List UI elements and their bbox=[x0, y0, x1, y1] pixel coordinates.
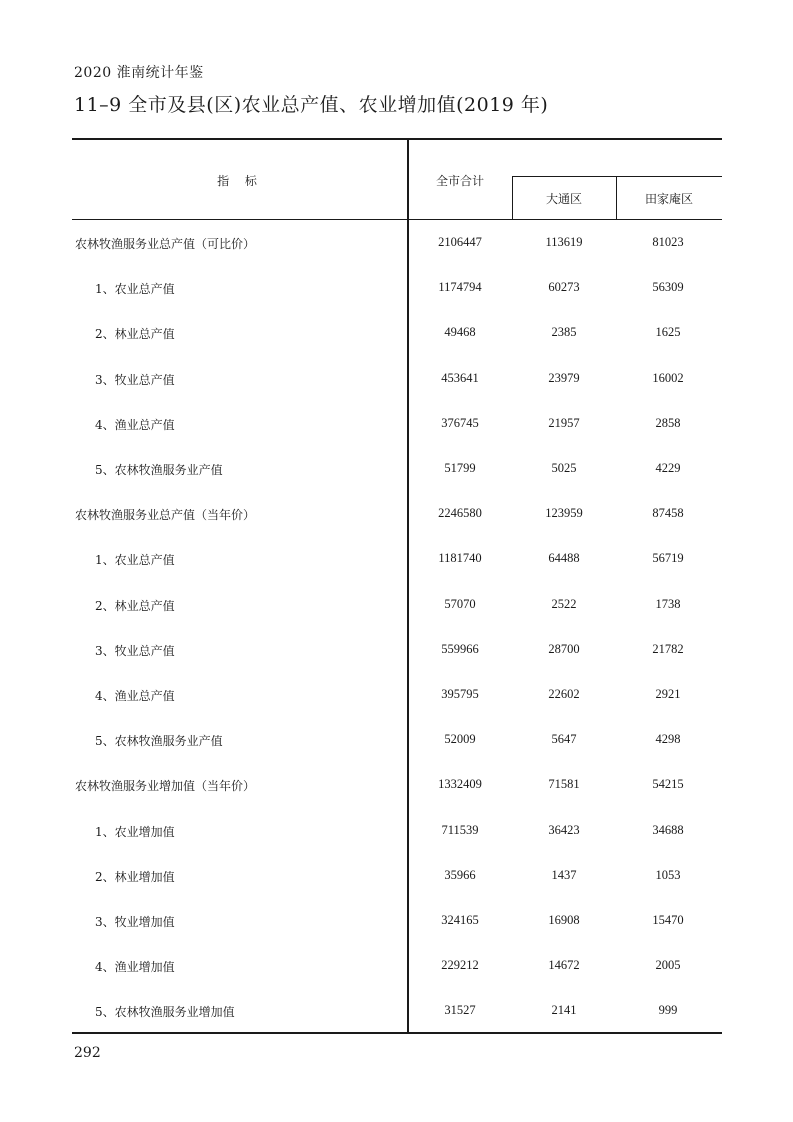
cell-tianjiaan: 81023 bbox=[652, 235, 684, 249]
table-row bbox=[72, 687, 722, 707]
table-row bbox=[72, 325, 722, 345]
cell-tianjiaan: 16002 bbox=[652, 371, 684, 385]
row-label: 农林牧渔服务业增加值（当年价） bbox=[75, 779, 256, 793]
district-divider-1 bbox=[512, 176, 513, 219]
cell-tianjiaan: 4298 bbox=[655, 732, 681, 746]
cell-tianjiaan: 15470 bbox=[652, 913, 684, 927]
cell-total: 57070 bbox=[444, 597, 476, 611]
cell-total: 1181740 bbox=[438, 551, 482, 565]
cell-datong: 21957 bbox=[548, 416, 580, 430]
cell-total: 35966 bbox=[444, 868, 476, 882]
cell-tianjiaan: 999 bbox=[658, 1003, 678, 1017]
cell-total: 376745 bbox=[441, 416, 479, 430]
cell-datong: 36423 bbox=[548, 823, 580, 837]
cell-datong: 71581 bbox=[548, 777, 580, 791]
page-number: 292 bbox=[74, 1045, 101, 1061]
cell-datong: 22602 bbox=[548, 687, 580, 701]
cell-tianjiaan: 34688 bbox=[652, 823, 684, 837]
table-row bbox=[72, 461, 722, 481]
cell-tianjiaan: 2858 bbox=[655, 416, 681, 430]
table-row bbox=[72, 823, 722, 843]
cell-datong: 5647 bbox=[551, 732, 577, 746]
cell-total: 324165 bbox=[441, 913, 479, 927]
table-row bbox=[72, 913, 722, 933]
cell-tianjiaan: 1053 bbox=[655, 868, 681, 882]
cell-tianjiaan: 56719 bbox=[652, 551, 684, 565]
cell-total: 229212 bbox=[441, 958, 479, 972]
table-row bbox=[72, 732, 722, 752]
row-label: 3、牧业总产值 bbox=[95, 373, 175, 387]
table-row bbox=[72, 416, 722, 436]
table-bottom-rule bbox=[72, 1032, 722, 1034]
cell-total: 51799 bbox=[444, 461, 476, 475]
row-label: 3、牧业总产值 bbox=[95, 644, 175, 658]
cell-datong: 64488 bbox=[548, 551, 580, 565]
table-title: 11–9 全市及县(区)农业总产值、农业增加值(2019 年) bbox=[74, 94, 549, 116]
cell-total: 1174794 bbox=[438, 280, 482, 294]
cell-datong: 5025 bbox=[551, 461, 577, 475]
row-label: 5、农林牧渔服务业产值 bbox=[95, 463, 223, 477]
cell-tianjiaan: 1625 bbox=[655, 325, 681, 339]
table-row bbox=[72, 958, 722, 978]
row-label: 4、渔业增加值 bbox=[95, 960, 175, 974]
cell-total: 2106447 bbox=[438, 235, 482, 249]
district-divider-2 bbox=[616, 176, 617, 219]
table-row bbox=[72, 551, 722, 571]
row-label: 3、牧业增加值 bbox=[95, 915, 175, 929]
cell-total: 49468 bbox=[444, 325, 476, 339]
table-row bbox=[72, 1003, 722, 1023]
row-label: 2、林业总产值 bbox=[95, 327, 175, 341]
cell-tianjiaan: 4229 bbox=[655, 461, 681, 475]
cell-datong: 16908 bbox=[548, 913, 580, 927]
cell-datong: 2522 bbox=[551, 597, 577, 611]
cell-total: 559966 bbox=[441, 642, 479, 656]
subheader-line bbox=[512, 176, 722, 177]
cell-tianjiaan: 1738 bbox=[655, 597, 681, 611]
cell-total: 52009 bbox=[444, 732, 476, 746]
cell-datong: 2141 bbox=[551, 1003, 577, 1017]
table-row bbox=[72, 868, 722, 888]
column-header-tianjiaan: 田家庵区 bbox=[644, 192, 693, 206]
yearbook-header: 2020 淮南统计年鉴 bbox=[74, 65, 204, 81]
table-top-rule bbox=[72, 138, 722, 140]
cell-total: 1332409 bbox=[438, 777, 482, 791]
cell-tianjiaan: 87458 bbox=[652, 506, 684, 520]
cell-datong: 14672 bbox=[548, 958, 580, 972]
cell-datong: 60273 bbox=[548, 280, 580, 294]
row-label: 4、渔业总产值 bbox=[95, 689, 175, 703]
row-label: 2、林业总产值 bbox=[95, 599, 175, 613]
table-row bbox=[72, 597, 722, 617]
column-header-datong: 大通区 bbox=[545, 192, 582, 206]
cell-total: 395795 bbox=[441, 687, 479, 701]
cell-total: 711539 bbox=[441, 823, 479, 837]
cell-datong: 1437 bbox=[551, 868, 577, 882]
table-row bbox=[72, 506, 722, 526]
row-label: 1、农业增加值 bbox=[95, 825, 175, 839]
row-label: 2、林业增加值 bbox=[95, 870, 175, 884]
table-row bbox=[72, 280, 722, 300]
cell-total: 453641 bbox=[441, 371, 479, 385]
column-header-indicator: 指 标 bbox=[217, 174, 263, 188]
cell-datong: 113619 bbox=[545, 235, 583, 249]
table-row bbox=[72, 642, 722, 662]
cell-datong: 23979 bbox=[548, 371, 580, 385]
cell-tianjiaan: 2005 bbox=[655, 958, 681, 972]
stub-divider bbox=[407, 139, 409, 1033]
table-row bbox=[72, 235, 722, 255]
cell-total: 31527 bbox=[444, 1003, 476, 1017]
cell-tianjiaan: 21782 bbox=[652, 642, 684, 656]
header-bottom-rule bbox=[72, 219, 722, 220]
column-header-total: 全市合计 bbox=[435, 174, 484, 188]
table-row bbox=[72, 777, 722, 797]
cell-datong: 2385 bbox=[551, 325, 577, 339]
cell-total: 2246580 bbox=[438, 506, 482, 520]
row-label: 5、农林牧渔服务业增加值 bbox=[95, 1005, 235, 1019]
cell-datong: 28700 bbox=[548, 642, 580, 656]
row-label: 农林牧渔服务业总产值（可比价） bbox=[75, 237, 256, 251]
table-row bbox=[72, 371, 722, 391]
cell-tianjiaan: 2921 bbox=[655, 687, 681, 701]
cell-tianjiaan: 56309 bbox=[652, 280, 684, 294]
row-label: 1、农业总产值 bbox=[95, 282, 175, 296]
row-label: 4、渔业总产值 bbox=[95, 418, 175, 432]
row-label: 农林牧渔服务业总产值（当年价） bbox=[75, 508, 256, 522]
cell-tianjiaan: 54215 bbox=[652, 777, 684, 791]
row-label: 1、农业总产值 bbox=[95, 553, 175, 567]
cell-datong: 123959 bbox=[545, 506, 583, 520]
row-label: 5、农林牧渔服务业产值 bbox=[95, 734, 223, 748]
